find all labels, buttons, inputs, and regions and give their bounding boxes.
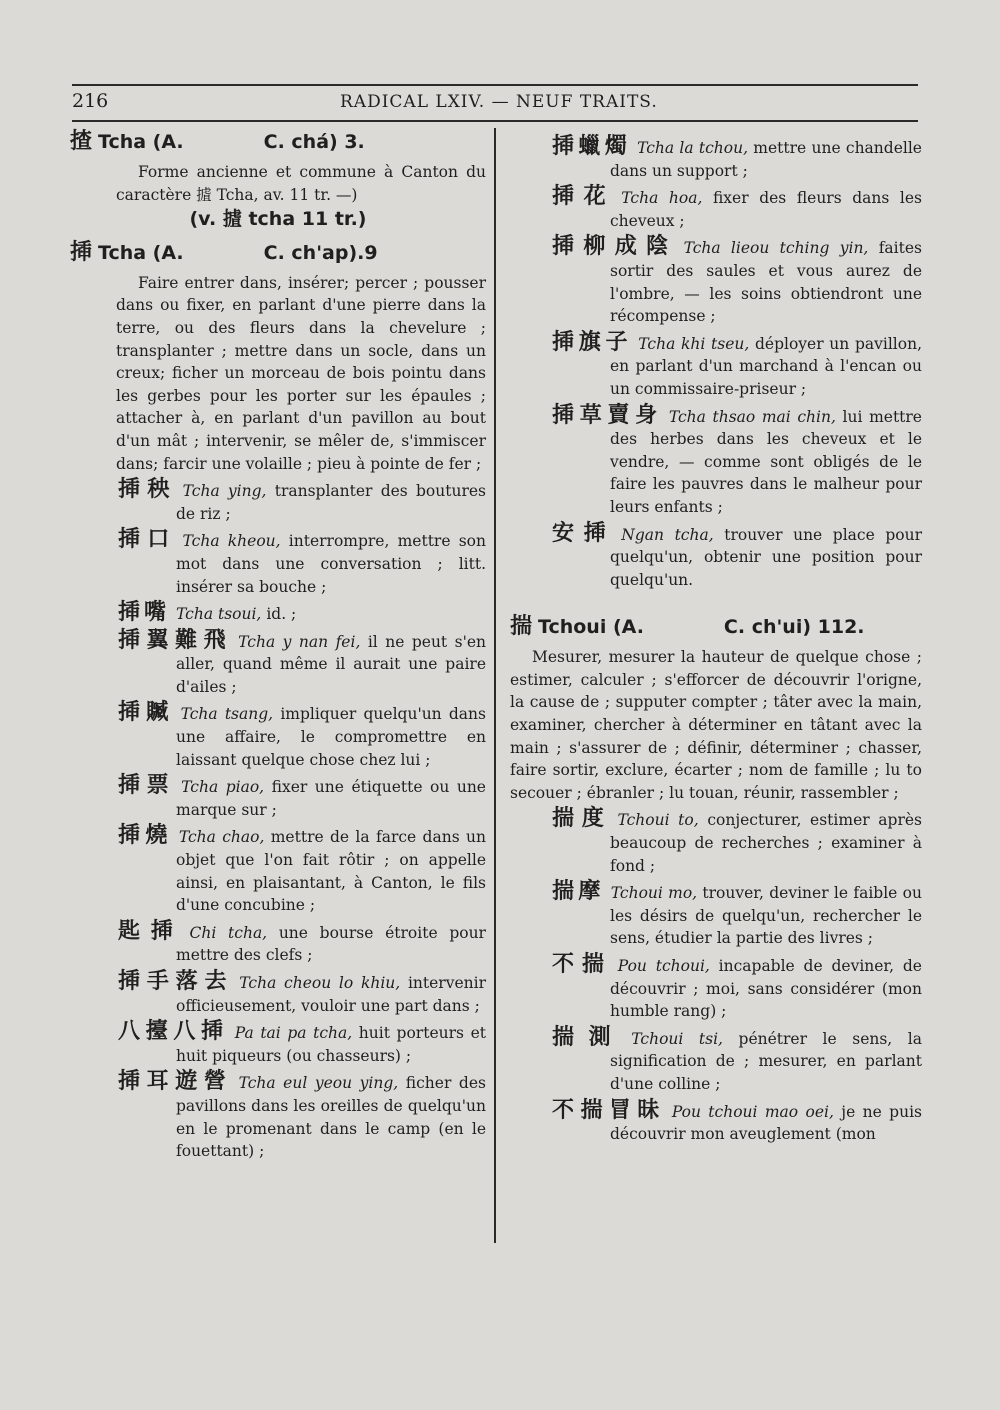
compound-gloss: fixer des fleurs dans les cheveux ; [610, 189, 922, 230]
compound-romanization: Tcha thsao mai chin, [668, 407, 836, 426]
compound-romanization: Tcha la tchou, [637, 139, 748, 157]
compound-entry [70, 602, 486, 626]
compound-romanization: Tcha ying, [182, 482, 267, 501]
compound-characters: 不揣冒昧 [552, 1097, 666, 1123]
compound-romanization: Tcha cheou lo khiu, [239, 974, 401, 992]
compound-characters: 揷花 [552, 184, 616, 210]
compound-romanization: Tcha tsoui, [176, 605, 262, 624]
compound-gloss: trouver, deviner le faible ou les désirs de quelqu'un, rechercher le sens, étudier la partie des livres ; [610, 884, 922, 948]
compound-romanization: Pa tai pa tcha, [234, 1024, 353, 1043]
compound-gloss: il ne peut s'en aller, quand même il aurait une paire d'ailes ; [176, 632, 486, 696]
compound-entry [70, 1071, 486, 1162]
compound-entry [510, 808, 922, 877]
compound-romanization: Tcha piao, [181, 778, 265, 797]
compound-characters: 揷柳成陰 [552, 234, 678, 260]
compound-gloss: mettre une chandelle dans un support ; [610, 139, 922, 180]
compound-romanization: Tchoui tsi, [631, 1029, 723, 1048]
compound-characters: 揷手落去 [118, 969, 234, 994]
compound-gloss: je ne puis découvrir mon aveuglement (mon [610, 1102, 922, 1144]
compound-characters: 揣測 [552, 1024, 626, 1050]
compound-list [510, 136, 922, 591]
compound-gloss: intervenir officieusement, vouloir une part dans ; [176, 974, 486, 1015]
definition-text: Mesurer, mesurer la hauteur de quelque chose ; estimer, calculer ; s'efforcer de découvrir l'origne, la cause de ; supputer compter ; tâter avec la main, examiner, chercher à déterminer en tâtant avec la main ; s'assurer de ; définir, déterminer ; chasser, faire sortir, exclure, écarter ; nom de famille ; lu to secouer ; ébranler ; lu touan, réunir, rassembler ; [510, 648, 922, 802]
compound-characters: 揷贓 [118, 700, 175, 726]
heading-romanization: Tcha (A. [98, 131, 184, 153]
compound-entry [70, 825, 486, 916]
running-title: RADICAL LXIV. — NEUF TRAITS. [340, 92, 658, 112]
compound-characters: 揷口 [118, 527, 177, 553]
compound-gloss: pénétrer le sens, la signification de ; mesurer, en parlant d'une colline ; [610, 1029, 922, 1093]
compound-characters: 揷嘴 [118, 600, 171, 626]
compound-characters: 揷秧 [118, 477, 177, 503]
heading-cantonese: C. ch'ap).9 [263, 241, 378, 264]
compound-gloss: mettre de la farce dans un objet que l'on fait rôtir ; on appelle ainsi, en plaisantant, à Canton, le fils d'une concubine ; [176, 828, 486, 915]
compound-romanization: Tcha chao, [178, 828, 265, 847]
compound-gloss: impliquer quelqu'un dans une affaire, le compromettre en laissant quelque chose chez lui ; [176, 705, 486, 769]
compound-list [70, 479, 486, 1163]
compound-entry [70, 775, 486, 821]
compound-romanization: Pou tchoui, [617, 957, 710, 975]
cross-reference: (v. 摣 tcha 11 tr.) [189, 208, 367, 231]
left-column [70, 128, 486, 1165]
compound-gloss: interrompre, mettre son mot dans une conversation ; litt. insérer sa bouche ; [176, 532, 486, 596]
compound-entry [510, 881, 922, 950]
compound-gloss: incapable de deviner, de découvrir ; moi, sans considérer (mon humble rang) ; [610, 957, 922, 1021]
compound-romanization: Ngan tcha, [621, 525, 714, 544]
compound-entry [510, 402, 922, 519]
compound-romanization: Chi tcha, [189, 923, 268, 942]
compound-characters: 匙揷 [118, 918, 184, 944]
compound-characters: 揷草賣身 [552, 402, 663, 428]
compound-characters: 揷旗子 [552, 329, 633, 355]
compound-characters: 安揷 [552, 520, 616, 546]
compound-entry [70, 627, 486, 699]
compound-entry [70, 971, 486, 1017]
compound-gloss: huit porteurs et huit piqueurs (ou chasseurs) ; [176, 1024, 486, 1065]
compound-entry [70, 918, 486, 967]
compound-characters: 不揣 [552, 952, 612, 977]
heading-cantonese: C. chá) 3. [263, 131, 365, 153]
compound-entry [70, 479, 486, 525]
compound-romanization: Tchoui mo, [610, 884, 698, 903]
heading-character: 揷 [70, 238, 93, 265]
page-number: 216 [72, 90, 109, 112]
compound-entry [510, 236, 922, 327]
compound-characters: 揷燒 [118, 823, 173, 849]
right-column [510, 132, 922, 1148]
compound-characters: 八擡八揷 [118, 1019, 229, 1045]
compound-characters: 揷蠟燭 [552, 134, 632, 159]
compound-gloss: faites sortir des saules et vous aurez de l'ombre, — les soins obtiendront une récompense ; [610, 239, 922, 326]
heading-character: 揣 [510, 613, 533, 640]
compound-romanization: Tcha khi tseu, [638, 334, 750, 353]
heading-romanization: Tchoui (A. [538, 616, 644, 639]
compound-gloss: une bourse étroite pour mettre des clefs ; [176, 923, 486, 965]
compound-romanization: Pou tchoui mao oei, [671, 1102, 834, 1121]
compound-entry [510, 520, 922, 592]
compound-characters: 揷票 [118, 773, 176, 799]
heading-character: 揸 [70, 128, 93, 154]
compound-list [510, 808, 922, 1145]
column-divider [494, 128, 496, 1243]
entry-heading [70, 128, 486, 155]
compound-characters: 揣摩 [552, 879, 605, 905]
definition-text: Faire entrer dans, insérer; percer ; pousser dans ou fixer, en parlant d'une pierre dans la terre, ou des fleurs dans la chevelure ; transplanter ; mettre dans un socle, dans un creux; ficher un morceau de bois pointu dans les gerbes pour les porter sur les épaules ; attacher à, en parlant d'un pavillon au bout d'un mât ; intervenir, se mêler de, s'immiscer dans; farcir une volaille ; pieu à pointe de fer ; [116, 273, 486, 473]
compound-gloss: conjecturer, estimer après beaucoup de recherches ; examiner à fond ; [610, 811, 922, 875]
compound-romanization: Tchoui to, [617, 811, 699, 830]
compound-gloss: transplanter des boutures de riz ; [176, 482, 486, 523]
compound-romanization: Tcha lieou tching yin, [683, 239, 869, 258]
compound-characters: 揣度 [552, 806, 612, 832]
compound-gloss: fixer une étiquette ou une marque sur ; [176, 778, 486, 819]
compound-romanization: Tcha tsang, [180, 705, 274, 724]
compound-characters: 揷耳遊營 [118, 1069, 233, 1095]
entry-heading [70, 239, 486, 266]
compound-gloss: déployer un pavillon, en parlant d'un marchand à l'encan ou un commissaire-priseur ; [610, 334, 922, 398]
compound-entry [510, 1024, 922, 1096]
top-rule [72, 84, 918, 86]
compound-characters: 揷翼難飛 [118, 627, 233, 653]
compound-romanization: Tcha y nan fei, [238, 632, 361, 651]
compound-gloss: ficher des pavillons dans les oreilles de quelqu'un en le promenant dans le camp (en le fouettant) ; [176, 1074, 486, 1161]
compound-romanization: Tcha eul yeou ying, [238, 1074, 399, 1093]
definition-text: Forme ancienne et commune à Canton du caractère 摣 Tcha, av. 11 tr. —) [116, 163, 486, 204]
compound-entry [510, 186, 922, 232]
compound-entry [510, 954, 922, 1023]
compound-gloss: trouver une place pour quelqu'un, obtenir une position pour quelqu'un. [610, 525, 922, 589]
compound-entry [70, 529, 486, 598]
compound-romanization: Tcha hoa, [621, 189, 703, 208]
compound-romanization: Tcha kheou, [182, 532, 281, 551]
compound-entry [510, 136, 922, 182]
compound-entry [510, 1097, 922, 1146]
heading-cantonese: C. ch'ui) 112. [723, 616, 865, 639]
compound-entry [70, 702, 486, 771]
compound-entry [70, 1021, 486, 1067]
compound-gloss: lui mettre des herbes dans les cheveux et le vendre, — comme sont obligés de le faire les pauvres dans le malheur pour leurs enfants ; [610, 407, 922, 516]
compound-entry [510, 329, 922, 401]
entry-heading [510, 613, 922, 640]
header-rule [72, 120, 918, 122]
compound-gloss: id. ; [266, 605, 297, 624]
heading-romanization: Tcha (A. [98, 241, 184, 264]
